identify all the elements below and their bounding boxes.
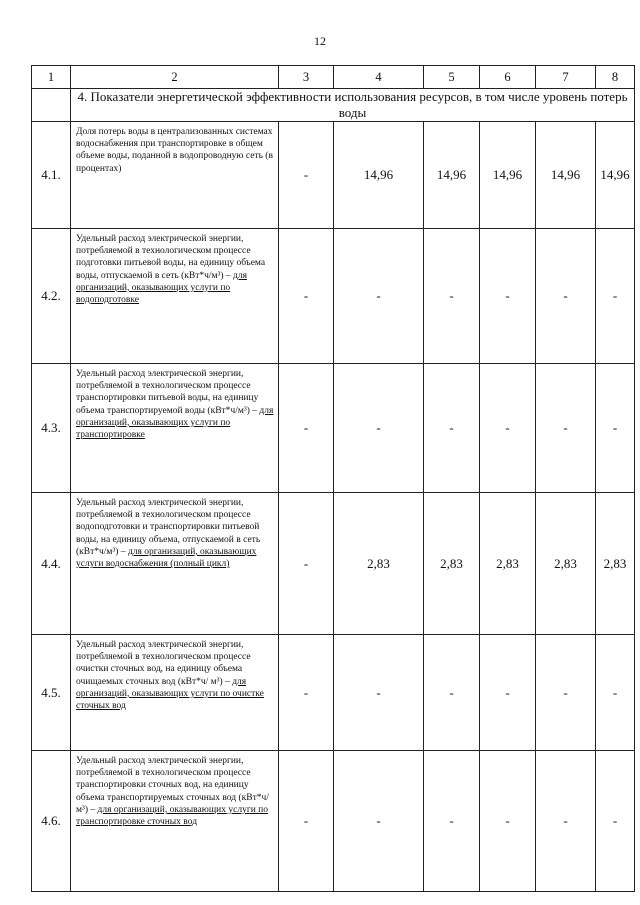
value-cell: -	[279, 122, 334, 229]
value-cell: -	[334, 751, 424, 892]
header-cell: 3	[279, 66, 334, 89]
row-description	[71, 364, 279, 493]
header-cell: 8	[596, 66, 635, 89]
value-cell: 2,83	[596, 493, 635, 635]
value-cell: -	[480, 229, 536, 364]
value-cell: -	[480, 635, 536, 751]
table-row	[32, 364, 635, 493]
value-cell: -	[536, 364, 596, 493]
value-cell: -	[334, 364, 424, 493]
table-row	[32, 229, 635, 364]
value-cell: 14,96	[334, 122, 424, 229]
header-cell: 7	[536, 66, 596, 89]
value-cell: 2,83	[424, 493, 480, 635]
row-number: 4.4.	[32, 493, 71, 635]
row-description	[71, 751, 279, 892]
section-title: 4. Показатели энергетической эффективности использования ресурсов, в том числе уровень потерь воды	[71, 89, 635, 122]
value-cell: -	[536, 751, 596, 892]
row-description	[71, 229, 279, 364]
row-text: Удельный расход электрической энергии, потребляемой в технологическом процессе водоподготовки и транспортировки питьевой воды, на единицу объема, отпускаемой в сеть (кВт*ч/м³) –	[76, 498, 261, 557]
header-row	[32, 66, 635, 89]
row-number: 4.1.	[32, 122, 71, 229]
value-cell: 14,96	[480, 122, 536, 229]
value-cell: 14,96	[596, 122, 635, 229]
row-description	[71, 635, 279, 751]
value-cell: -	[596, 229, 635, 364]
row-underlined-text: для организаций, оказывающих услуги по водоподготовке	[76, 270, 247, 306]
table-row	[32, 751, 635, 892]
value-cell: -	[480, 364, 536, 493]
value-cell: -	[279, 751, 334, 892]
value-cell: -	[424, 751, 480, 892]
value-cell: -	[596, 635, 635, 751]
value-cell: -	[424, 229, 480, 364]
value-cell: -	[279, 635, 334, 751]
section-title-row	[32, 89, 635, 122]
header-cell: 4	[334, 66, 424, 89]
value-cell: 14,96	[536, 122, 596, 229]
value-cell: 2,83	[334, 493, 424, 635]
value-cell: -	[424, 635, 480, 751]
indicators-table	[31, 65, 635, 892]
value-cell: -	[334, 229, 424, 364]
value-cell: 14,96	[424, 122, 480, 229]
table-row	[32, 635, 635, 751]
row-text: Доля потерь воды в централизованных системах водоснабжения при транспортировке в общем объеме воды, поданной в водопроводную сеть (в процентах)	[76, 127, 273, 174]
value-cell: -	[334, 635, 424, 751]
header-cell: 2	[71, 66, 279, 89]
row-text: Удельный расход электрической энергии, потребляемой в технологическом процессе подготовки питьевой воды, на единицу объема воды, отпускаемой в сеть (кВт*ч/м³) –	[76, 234, 266, 281]
row-text: Удельный расход электрической энергии, потребляемой в технологическом процессе транспортировки питьевой воды, на единицу объема транспортируемой воды (кВт*ч/м³) –	[76, 369, 259, 416]
header-cell: 1	[32, 66, 71, 89]
value-cell: -	[536, 229, 596, 364]
value-cell: -	[480, 751, 536, 892]
value-cell: -	[596, 751, 635, 892]
row-number: 4.2.	[32, 229, 71, 364]
table-row	[32, 122, 635, 229]
page-number: 12	[314, 34, 326, 48]
row-underlined-text: для организаций, оказывающих услуги по транспортировке сточных вод	[76, 804, 269, 828]
value-cell: 2,83	[536, 493, 596, 635]
row-number: 4.5.	[32, 635, 71, 751]
value-cell: 2,83	[480, 493, 536, 635]
value-cell: -	[536, 635, 596, 751]
row-number: 4.3.	[32, 364, 71, 493]
header-cell: 6	[480, 66, 536, 89]
row-underlined-text: для организаций, оказывающих услуги водоснабжения (полный цикл)	[76, 546, 257, 570]
value-cell: -	[279, 229, 334, 364]
value-cell: -	[424, 364, 480, 493]
row-number: 4.6.	[32, 751, 71, 892]
row-text: Удельный расход электрической энергии, потребляемой в технологическом процессе транспортировки сточных вод, на единицу объема транспортируемых сточных вод (кВт*ч/ м³) –	[76, 756, 269, 815]
value-cell: -	[279, 364, 334, 493]
row-underlined-text: для организаций, оказывающих услуги по очистке сточных вод	[76, 676, 264, 712]
row-underlined-text: для организаций, оказывающих услуги по транспортировке	[76, 405, 274, 441]
value-cell: -	[596, 364, 635, 493]
row-text: Удельный расход электрической энергии, потребляемой в технологическом процессе очистки сточных вод, на единицу объема очищаемых сточных вод (кВт*ч/ м³) –	[76, 640, 251, 687]
table-row	[32, 493, 635, 635]
section-spacer-cell	[32, 89, 71, 122]
row-description	[71, 493, 279, 635]
row-description	[71, 122, 279, 229]
header-cell: 5	[424, 66, 480, 89]
value-cell: -	[279, 493, 334, 635]
